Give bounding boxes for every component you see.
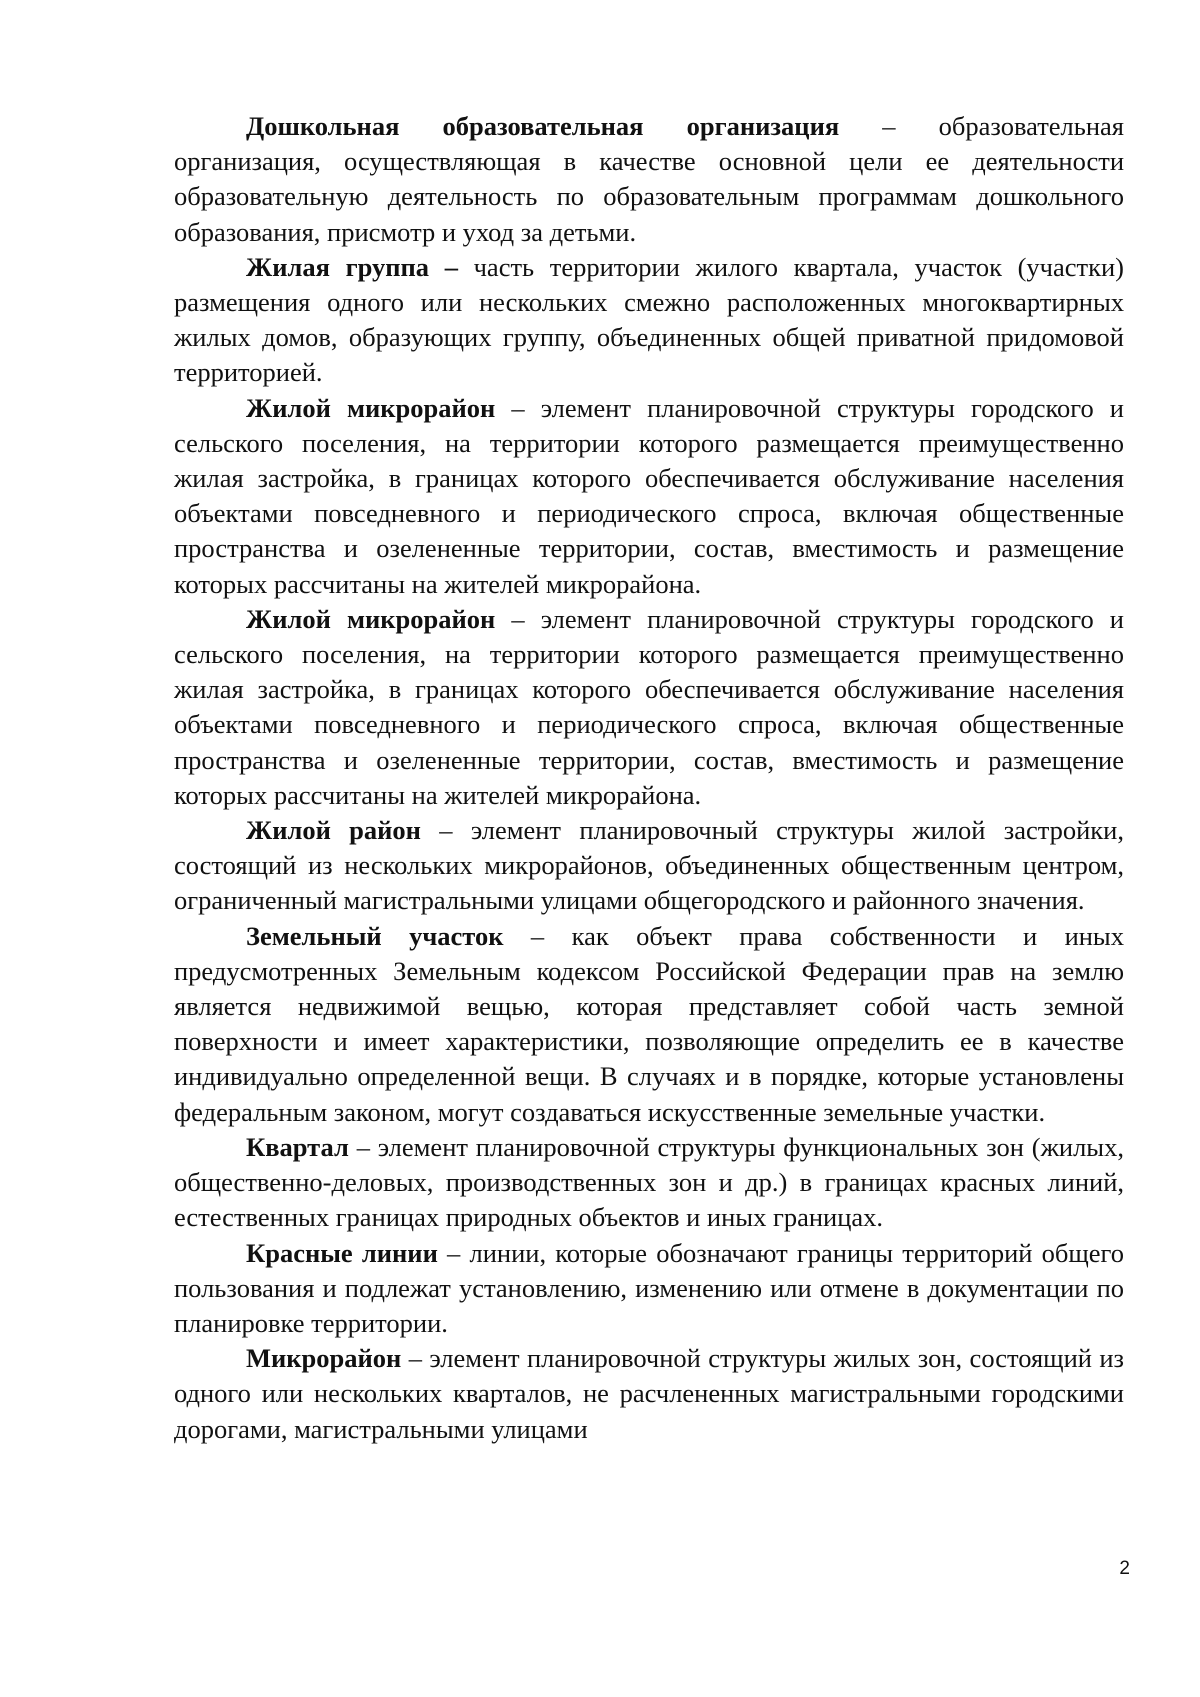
definition-text: – линии, которые обозначают границы территорий общего пользования и подлежат установлению, изменению или отмене в документации по планировке территории. bbox=[174, 1237, 1124, 1338]
definition-term: Жилой микрорайон bbox=[246, 603, 496, 634]
definition-paragraph bbox=[174, 1130, 1124, 1236]
definition-text: часть территории жилого квартала, участок (участки) размещения одного или нескольких смежно расположенных многоквартирных жилых домов, образующих группу, объединенных общей приватной придомовой территорией. bbox=[174, 251, 1124, 388]
definition-text: – элемент планировочной структуры городского и сельского поселения, на территории которого размещается преимущественно жилая застройка, в границах которого обеспечивается обслуживание населения объектами повседневного и периодического спроса, включая общественные пространства и озелененные территории, состав, вместимость и размещение которых рассчитаны на жителей микрорайона. bbox=[174, 392, 1124, 599]
definition-term: Дошкольная образовательная организация bbox=[246, 111, 840, 141]
definition-term: Квартал bbox=[246, 1131, 349, 1162]
definition-text: – элемент планировочной структуры функциональных зон (жилых, общественно-деловых, производственных зон и др.) в границах красных линий, естественных границах природных объектов и иных границах. bbox=[174, 1131, 1124, 1233]
definition-term: Жилой район bbox=[246, 815, 421, 846]
definition-paragraph bbox=[174, 391, 1124, 602]
definition-paragraph bbox=[174, 1236, 1124, 1342]
definition-text: – элемент планировочный структуры жилой застройки, состоящий из нескольких микрорайонов, объединенных общественным центром, ограниченный магистральными улицами общегородского и районного значения. bbox=[174, 815, 1124, 916]
definition-paragraph bbox=[174, 1341, 1124, 1447]
definition-paragraph bbox=[174, 250, 1124, 391]
definition-term: Жилая группа – bbox=[246, 251, 458, 282]
definition-paragraph bbox=[174, 109, 1124, 250]
definition-term: Красные линии bbox=[246, 1237, 438, 1268]
definition-paragraph bbox=[174, 919, 1124, 1130]
definition-text: – образовательная организация, осуществляющая в качестве основной цели ее деятельности образовательную деятельность по образовательным программам дошкольного образования, присмотр и уход за детьми. bbox=[174, 111, 1124, 247]
definition-text: – элемент планировочной структуры городского и сельского поселения, на территории которого размещается преимущественно жилая застройка, в границах которого обеспечивается обслуживание населения объектами повседневного и периодического спроса, включая общественные пространства и озелененные территории, состав, вместимость и размещение которых рассчитаны на жителей микрорайона. bbox=[174, 603, 1124, 810]
definition-paragraph bbox=[174, 813, 1124, 919]
definition-text: – как объект права собственности и иных предусмотренных Земельным кодексом Российской Федерации прав на землю является недвижимой вещью, которая представляет собой часть земной поверхности и имеет характеристики, позволяющие определить ее в качестве индивидуально определенной вещи. В случаях и в порядке, которые установлены федеральным законом, могут создаваться искусственные земельные участки. bbox=[174, 920, 1124, 1127]
definition-text: – элемент планировочной структуры жилых зон, состоящий из одного или нескольких кварталов, не расчлененных магистральными городскими дорогами, магистральными улицами bbox=[174, 1343, 1124, 1444]
definition-paragraph bbox=[174, 602, 1124, 813]
definition-term: Земельный участок bbox=[246, 920, 504, 951]
page-number: 2 bbox=[1119, 1558, 1130, 1579]
document-body bbox=[174, 109, 1124, 1447]
definition-term: Жилой микрорайон bbox=[246, 392, 496, 423]
definition-term: Микрорайон bbox=[246, 1343, 402, 1374]
